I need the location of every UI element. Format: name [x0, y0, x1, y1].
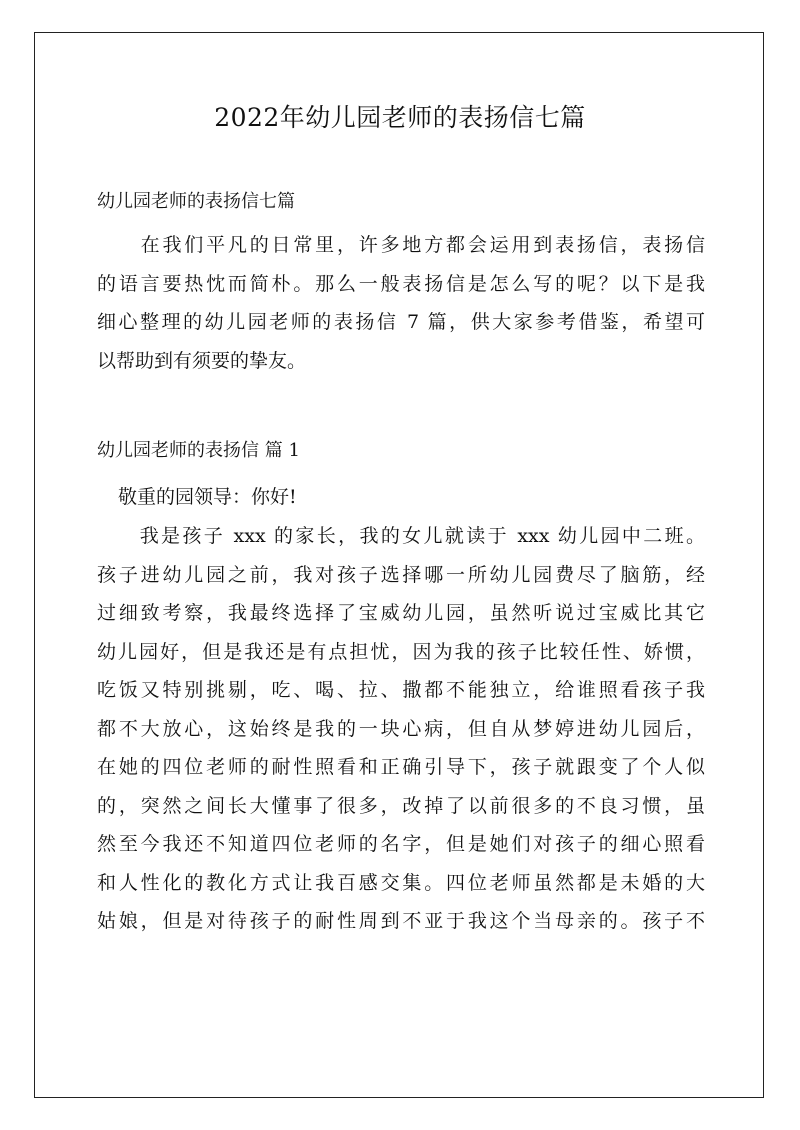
- intro-line: 细心整理的幼儿园老师的表扬信 7 篇，供大家参考借鉴，希望可: [97, 311, 705, 333]
- body-line: 姑娘，但是对待孩子的耐性周到不亚于我这个当母亲的。孩子不: [97, 910, 705, 932]
- document-subtitle: 幼儿园老师的表扬信七篇: [97, 191, 295, 212]
- letter-greeting: 敬重的园领导：你好!: [118, 486, 297, 508]
- document-title: 2022年幼儿园老师的表扬信七篇: [214, 103, 586, 132]
- body-line: 过细致考察，我最终选择了宝威幼儿园，虽然听说过宝威比其它: [97, 602, 705, 624]
- body-line: 都不大放心，这始终是我的一块心病，但自从梦婷进幼儿园后，: [97, 717, 705, 740]
- body-line: 吃饭又特别挑剔，吃、喝、拉、撒都不能独立，给谁照看孩子我: [97, 679, 705, 701]
- body-line: 在她的四位老师的耐性照看和正确引导下，孩子就跟变了个人似: [97, 756, 705, 778]
- body-line: 的，突然之间长大懂事了很多，改掉了以前很多的不良习惯，虽: [97, 794, 705, 817]
- body-line: 幼儿园好，但是我还是有点担忧，因为我的孩子比较任性、娇惯，: [97, 640, 705, 663]
- intro-paragraph: [97, 226, 705, 380]
- intro-line: 以帮助到有须要的挚友。: [97, 349, 307, 372]
- body-line: 我是孩子 xxx 的家长，我的女儿就读于 xxx 幼儿园中二班。: [97, 525, 705, 547]
- body-line: 和人性化的教化方式让我百感交集。四位老师虽然都是未婚的大: [97, 871, 705, 894]
- intro-line: 的语言要热忱而简朴。那么一般表扬信是怎么写的呢？以下是我: [97, 272, 705, 295]
- body-line: 然至今我还不知道四位老师的名字，但是她们对孩子的细心照看: [97, 833, 705, 855]
- body-line: 孩子进幼儿园之前，我对孩子选择哪一所幼儿园费尽了脑筋，经: [97, 563, 705, 586]
- letter-body-paragraph: [97, 517, 705, 941]
- intro-line: 在我们平凡的日常里，许多地方都会运用到表扬信，表扬信: [97, 234, 705, 256]
- section-heading: 幼儿园老师的表扬信 篇 1: [97, 440, 300, 461]
